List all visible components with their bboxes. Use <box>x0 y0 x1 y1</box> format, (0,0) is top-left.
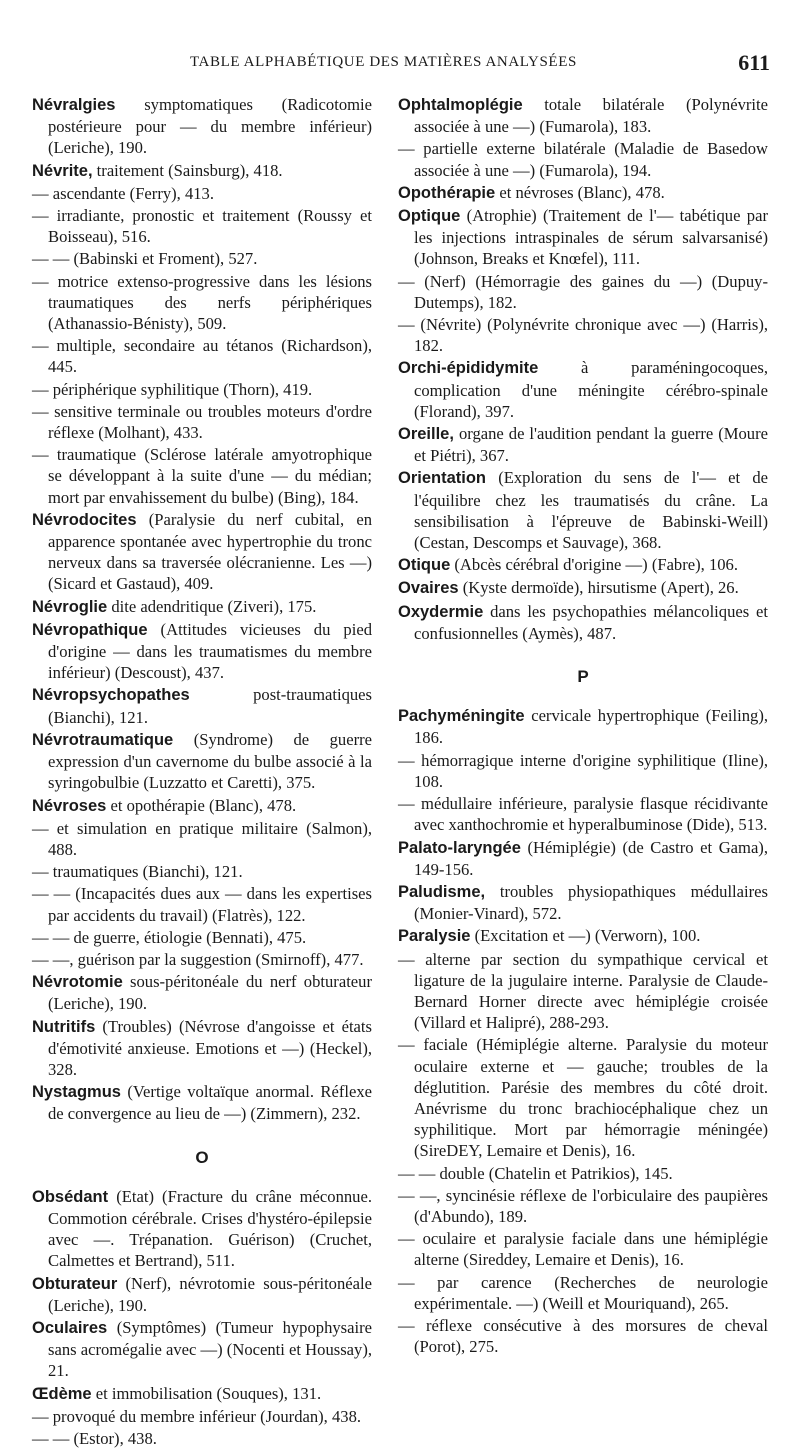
left-column <box>32 94 372 1450</box>
entry-text: (Kyste dermoïde), hirsutisme (Apert), 26. <box>458 578 739 598</box>
entry-headword: Orientation <box>398 469 487 488</box>
entry-headword: Oreille, <box>398 425 454 444</box>
entry-text: — —, guérison par la suggestion (Smirnoff), 477. <box>32 949 364 969</box>
index-entry <box>32 183 372 204</box>
index-entry <box>32 444 372 508</box>
entry-text: (Hémiplégie) (de Castro et Gama), 149-156. <box>414 837 768 879</box>
entry-text: à paraméningocoques, complication d'une méningite cérébro-spinale (Florand), 397. <box>414 358 768 421</box>
index-entry <box>32 248 372 269</box>
index-entry <box>398 138 768 180</box>
entry-text: — — double (Chatelin et Patrikios), 145. <box>398 1163 673 1183</box>
index-entry <box>398 577 768 599</box>
entry-headword: Opothérapie <box>398 183 496 202</box>
entry-text: — provoqué du membre inférieur (Jourdan), 438. <box>32 1406 362 1426</box>
entry-text: — hémorragique interne d'origine syphilitique (Iline), 108. <box>398 750 768 791</box>
entry-text: — par carence (Recherches de neurologie expérimentale. —) (Weill et Mouriquand), 265. <box>398 1272 768 1313</box>
index-entry <box>32 1317 372 1382</box>
entry-text: dans les psychopathies mélancoliques et confusionnelles (Aymès), 487. <box>414 601 768 643</box>
entry-text: — multiple, secondaire au tétanos (Richardson), 445. <box>32 336 372 377</box>
entry-text: — réflexe consécutive à des morsures de cheval (Porot), 275. <box>398 1315 768 1357</box>
entry-headword: Œdème <box>32 1384 92 1403</box>
entry-text: (Abcès cérébral d'origine —) (Fabre), 106. <box>450 555 738 575</box>
entry-text: et opothérapie (Blanc), 478. <box>106 795 297 815</box>
entry-text: — alterne par section du sympathique cervical et ligature de la jugulaire interne. Paralysie de Claude-Bernard Horner directe avec hémiplégie croisée (Villard et Halipré), 288-293. <box>398 949 768 1033</box>
index-entry <box>398 837 768 880</box>
index-entry <box>32 94 372 159</box>
entry-text: symptomatiques (Radicotomie postérieure pour — du membre inférieur) (Leriche), 190. <box>48 95 372 158</box>
index-entry <box>32 335 372 377</box>
entry-text: — oculaire et paralysie faciale dans une hémiplégie alterne (Sireddey, Lemaire et Denis), 16. <box>398 1229 768 1270</box>
entry-text: cervicale hypertrophique (Feiling), 186. <box>414 706 768 748</box>
entry-text: (Symptômes) (Tumeur hypophysaire sans acromégalie avec —) (Nocenti et Houssay), 21. <box>48 1317 372 1381</box>
index-entry <box>32 596 372 618</box>
index-entry <box>32 401 372 443</box>
entry-headword: Névralgies <box>32 96 116 114</box>
index-entry <box>398 750 768 792</box>
entry-headword: Paludisme, <box>398 882 486 901</box>
index-entry <box>32 883 372 925</box>
index-entry <box>398 357 768 422</box>
right-column <box>398 94 768 1358</box>
index-entry <box>398 467 768 553</box>
entry-headword: Névropsychopathes <box>32 686 190 705</box>
entry-headword: Oxydermie <box>398 602 484 621</box>
entry-text: — médullaire inférieure, paralysie flasque récidivante avec xanthochromie et hyperalbuminose (Dide), 513. <box>398 794 768 835</box>
entry-text: troubles physiopathiques médullaires (Monier-Vinard), 572. <box>414 881 768 924</box>
index-entry <box>32 271 372 335</box>
entry-headword: Orchi-épididymite <box>398 359 539 378</box>
index-entry <box>32 379 372 400</box>
entry-text: — (Névrite) (Polynévrite chronique avec —) (Harris), 182. <box>398 315 768 356</box>
entry-headword: Otique <box>398 556 451 575</box>
index-entry <box>32 619 372 684</box>
index-entry <box>32 949 372 970</box>
index-entry <box>398 314 768 356</box>
entry-text: post-traumatiques (Bianchi), 121. <box>48 685 372 727</box>
index-entry <box>398 423 768 466</box>
entry-text: — — (Estor), 438. <box>32 1428 157 1448</box>
entry-text: — traumatique (Sclérose latérale amyotrophique se développant à la suite d'une — du médian; mort par envahissement du bulbe) (Bing), 184. <box>32 445 372 507</box>
index-entry <box>32 1383 372 1405</box>
entry-headword: Nutritifs <box>32 1017 96 1036</box>
entry-headword: Névroglie <box>32 597 108 616</box>
entry-text: — irradiante, pronostic et traitement (Roussy et Boisseau), 516. <box>32 206 372 247</box>
index-entry <box>32 160 372 182</box>
entry-headword: Névrotraumatique <box>32 730 174 749</box>
index-entry <box>398 554 768 576</box>
entry-text: — (Nerf) (Hémorragie des gaines du —) (Dupuy-Dutemps), 182. <box>398 271 768 312</box>
index-entry <box>398 182 768 204</box>
entry-text: totale bilatérale (Polynévrite associée à une —) (Fumarola), 183. <box>414 95 768 137</box>
entry-text: — — (Incapacités dues aux — dans les expertises par accidents du travail) (Flatrès), 122. <box>32 884 372 925</box>
entry-text: et immobilisation (Souques), 131. <box>91 1383 322 1403</box>
entry-text: sous-péritonéale du nerf obturateur (Leriche), 190. <box>48 972 372 1014</box>
index-entry <box>398 1034 768 1161</box>
entry-text: — ascendante (Ferry), 413. <box>32 183 215 203</box>
index-entry <box>32 927 372 948</box>
index-entry <box>32 1186 372 1272</box>
index-entry <box>398 925 768 947</box>
index-entry <box>32 1081 372 1124</box>
index-entry <box>32 729 372 794</box>
entry-text: dite adendritique (Ziveri), 175. <box>107 596 317 616</box>
index-entry <box>32 509 372 595</box>
index-entry <box>398 949 768 1034</box>
entry-text: — et simulation en pratique militaire (Salmon), 488. <box>32 818 372 859</box>
entry-text: — sensitive terminale ou troubles moteurs d'ordre réflexe (Molhant), 433. <box>32 401 372 443</box>
entry-text: (Troubles) (Névrose d'angoisse et états d'émotivité anxieuse. Emotions et —) (Heckel), 328. <box>48 1016 372 1079</box>
index-entry <box>398 1228 768 1270</box>
entry-headword: Névropathique <box>32 620 148 639</box>
entry-text: traitement (Sainsburg), 418. <box>92 160 283 180</box>
entry-text: (Atrophie) (Traitement de l'— tabétique par les injections intraspinales de sérum salvarsanisé) (Johnson, Breaks et Knœfel), 111. <box>414 206 768 269</box>
entry-text: — —, syncinésie réflexe de l'orbiculaire des paupières (d'Abundo), 189. <box>398 1185 768 1226</box>
index-entry <box>32 795 372 817</box>
entry-text: et névroses (Blanc), 478. <box>495 182 665 202</box>
entry-text: (Attitudes vicieuses du pied d'origine — dans les traumatismes du membre inférieur) (Descoust), 437. <box>48 619 372 683</box>
entry-headword: Névrodocites <box>32 510 137 529</box>
entry-headword: Névrotomie <box>32 973 123 992</box>
index-entry <box>398 1163 768 1184</box>
entry-headword: Obsédant <box>32 1187 109 1206</box>
entry-headword: Palato-laryngée <box>398 838 521 857</box>
entry-headword: Ophtalmoplégie <box>398 96 523 114</box>
entry-headword: Oculaires <box>32 1318 108 1337</box>
entry-text: (Nerf), névrotomie sous-péritonéale (Leriche), 190. <box>48 1273 372 1315</box>
page-number: 611 <box>738 50 770 75</box>
entry-text: — périphérique syphilitique (Thorn), 419. <box>32 379 313 399</box>
index-entry <box>32 1428 372 1449</box>
index-entry <box>398 1272 768 1314</box>
index-entry <box>398 1315 768 1357</box>
entry-headword: Névrite, <box>32 161 93 180</box>
entry-text: (Exploration du sens de l'— et de l'équilibre chez les traumatisés du crâne. La sensibilisation à l'épreuve de Babinski-Weill) (Cestan, Descomps et Sauvage), 368. <box>414 468 768 553</box>
index-entry <box>398 271 768 313</box>
index-entry <box>398 705 768 748</box>
index-entry <box>398 601 768 644</box>
entry-headword: Névroses <box>32 796 107 815</box>
index-entry <box>398 793 768 835</box>
index-entry <box>398 1185 768 1227</box>
entry-headword: Pachyméningite <box>398 707 525 726</box>
running-header <box>30 50 770 80</box>
page-title: TABLE ALPHABÉTIQUE DES MATIÈRES ANALYSÉES <box>190 54 577 70</box>
entry-text: — motrice extenso-progressive dans les lésions traumatiques des nerfs périphériques (Athanassio-Bénisty), 509. <box>32 271 372 334</box>
entry-text: (Syndrome) de guerre expression d'un cavernome du bulbe associé à la syringobulbie (Luzzatto et Caretti), 375. <box>48 729 372 793</box>
entry-text: — — de guerre, étiologie (Bennati), 475. <box>32 927 307 947</box>
entry-headword: Paralysie <box>398 927 471 946</box>
index-entry <box>32 861 372 882</box>
entry-text: organe de l'audition pendant la guerre (Moure et Piétri), 367. <box>414 424 768 466</box>
index-entry <box>32 1273 372 1316</box>
index-entry <box>398 881 768 924</box>
index-entry <box>398 94 768 137</box>
entry-headword: Optique <box>398 207 461 226</box>
entry-headword: Obturateur <box>32 1274 118 1293</box>
index-entry <box>32 1406 372 1427</box>
index-entry <box>398 205 768 270</box>
entry-headword: Ovaires <box>398 579 459 598</box>
section-letter: O <box>195 1147 209 1167</box>
entry-text: — partielle externe bilatérale (Maladie de Basedow associée à une —) (Fumarola), 194. <box>398 139 768 180</box>
index-entry <box>32 1016 372 1081</box>
entry-text: — faciale (Hémiplégie alterne. Paralysie du moteur oculaire externe et — gauche; troubles de la déglutition. Parésie des membres du côté droit. Anévrisme du tronc brachiocéphalique chez un syphilitique. Mort par hémorragie méningée) (SireDEY, Lemaire et Denis), 16. <box>398 1035 768 1161</box>
entry-text: — traumatiques (Bianchi), 121. <box>32 862 243 882</box>
entry-text: (Paralysie du nerf cubital, en apparence spontanée avec hypertrophie du tronc nerveux dans sa traversée olécranienne. Les —) (Sicard et Gastaud), 409. <box>48 509 372 594</box>
index-entry <box>32 684 372 727</box>
index-entry <box>32 971 372 1014</box>
entry-text: (Excitation et —) (Verworn), 100. <box>470 926 701 946</box>
index-entry <box>32 205 372 247</box>
entry-headword: Nystagmus <box>32 1083 121 1102</box>
entry-text: — — (Babinski et Froment), 527. <box>32 249 258 269</box>
section-letter: P <box>577 667 589 687</box>
entry-text: (Vertige voltaïque anormal. Réflexe de convergence au lieu de —) (Zimmern), 232. <box>48 1082 372 1124</box>
index-entry <box>32 818 372 860</box>
entry-text: (Etat) (Fracture du crâne méconnue. Commotion cérébrale. Crises d'hystéro-épilepsie avec —. Trépanation. Guérison) (Cruchet, Calmettes et Bertrand), 511. <box>48 1186 372 1271</box>
